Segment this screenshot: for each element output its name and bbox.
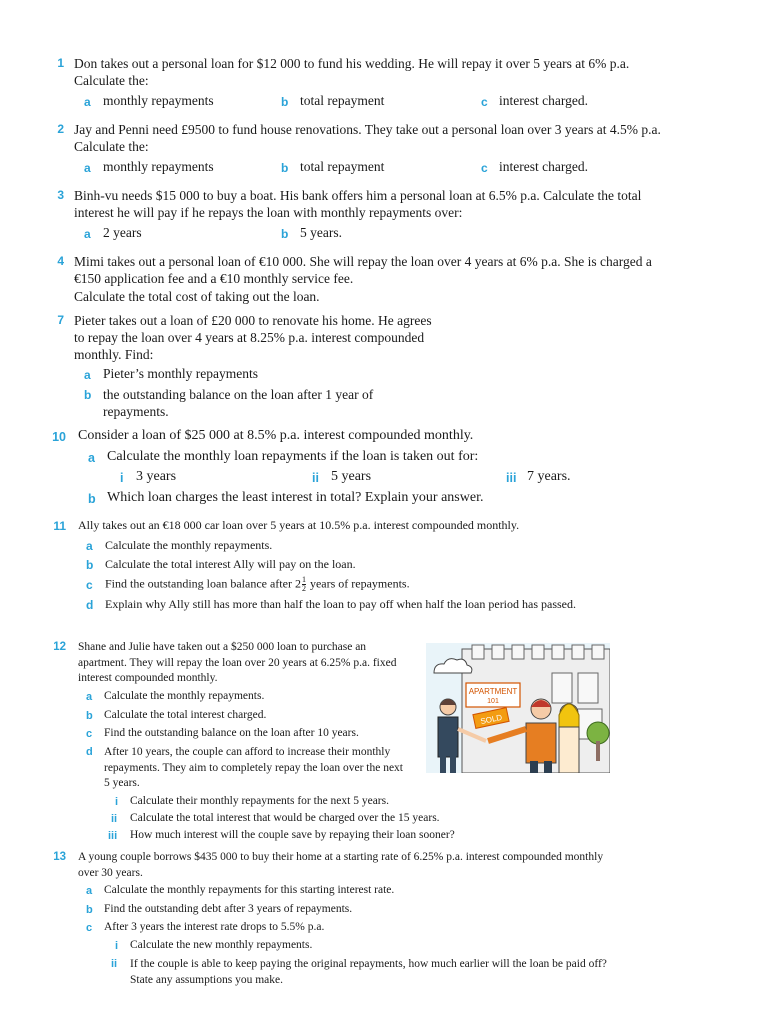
question-text: Pieter takes out a loan of £20 000 to renovate his home. He agrees to repay the loan over 4 years at 8.25% p.a. interest compounded monthly. Find: (74, 313, 432, 362)
part-text: 5 years. (300, 225, 342, 240)
question-text: Shane and Julie have taken out a $250 000 loan to purchase an apartment. They will repay the loan over 20 years at 6.25% p.a. fixed interest compounded monthly. (78, 641, 397, 684)
part-label: c (481, 161, 488, 175)
question-text: Ally takes out an €18 000 car loan over 5 years at 10.5% p.a. interest compounded monthly. (78, 518, 520, 532)
sign-apartment-text: APARTMENT (468, 687, 518, 696)
fraction-denominator: 2 (301, 584, 306, 593)
subpart-label: iii (108, 830, 118, 842)
subpart-label: i (115, 940, 119, 952)
part-label: b (281, 161, 289, 175)
part-text: Calculate the total interest charged. (104, 709, 267, 721)
part-text-start: Find the outstanding loan balance after 2 (105, 576, 301, 591)
part-label: a (88, 451, 95, 465)
subpart-text: 5 years (331, 469, 372, 484)
question-text: Consider a loan of $25 000 at 8.5% p.a. interest compounded monthly. (78, 428, 474, 443)
part-label: a (86, 691, 93, 703)
subpart-label: i (120, 471, 124, 485)
part-label: d (86, 598, 94, 612)
subpart-text: Calculate the new monthly repayments. (130, 939, 313, 951)
part-text: Calculate the monthly loan repayments if the loan is taken out for: (107, 449, 479, 464)
question-text: Don takes out a personal loan for $12 000 to fund his wedding. He will repay it over 5 years at 6% p.a. Calculate the: (74, 56, 630, 88)
part-label: b (86, 710, 93, 722)
part-label: b (86, 904, 93, 916)
part-label: a (84, 368, 91, 382)
subpart-text: If the couple is able to keep paying the original repayments, how much earlier will the loan be paid off? State any assumptions you make. (130, 958, 607, 986)
subpart-text: Calculate their monthly repayments for the next 5 years. (130, 795, 389, 807)
subpart-text: Calculate the total interest that would be charged over the 15 years. (130, 812, 440, 824)
part-label: a (86, 539, 93, 553)
fraction-numerator: 1 (301, 575, 306, 584)
part-label: a (84, 227, 91, 241)
subpart-text: 7 years. (527, 469, 571, 484)
question-number: 2 (57, 122, 64, 136)
subpart-label: i (115, 796, 119, 808)
part-label: b (281, 227, 289, 241)
question-number: 12 (53, 641, 66, 653)
question-text: A young couple borrows $435 000 to buy their home at a starting rate of 6.25% p.a. interest compounded monthly over 30 years. (78, 851, 604, 879)
part-text: interest charged. (499, 93, 588, 108)
subpart-text: 3 years (136, 469, 177, 484)
part-text: monthly repayments (103, 93, 214, 108)
question-text-continued: Calculate the total cost of taking out the loan. (74, 289, 320, 304)
part-text: Calculate the total interest Ally will pay on the loan. (105, 557, 356, 571)
question-number: 11 (53, 519, 66, 533)
subpart-label: ii (312, 471, 319, 485)
subpart-label: ii (111, 958, 118, 970)
part-label: b (86, 558, 94, 572)
part-text: the outstanding balance on the loan after 1 year of repayments. (103, 387, 374, 419)
part-label: b (281, 95, 289, 109)
part-label: d (86, 746, 93, 758)
part-text: total repayment (300, 93, 385, 108)
question-number: 4 (57, 254, 64, 268)
subpart-label: ii (111, 813, 118, 825)
question-text: Jay and Penni need £9500 to fund house renovations. They take out a personal loan over 3 years at 4.5% p.a. Calculate the: (74, 122, 661, 154)
part-label: a (86, 885, 93, 897)
part-text: monthly repayments (103, 159, 214, 174)
part-text: Pieter’s monthly repayments (103, 366, 258, 381)
part-text: Calculate the monthly repayments. (105, 538, 273, 552)
subpart-label: iii (506, 471, 517, 485)
part-label: c (86, 578, 93, 592)
part-text: interest charged. (499, 159, 588, 174)
part-text: After 10 years, the couple can afford to increase their monthly repayments. They aim to completely repay the loan over the next 5 years. (104, 746, 404, 789)
part-label: c (86, 922, 93, 934)
part-label: c (86, 728, 93, 740)
part-text: total repayment (300, 159, 385, 174)
part-label: b (84, 388, 92, 402)
part-text (105, 576, 410, 593)
question-number: 10 (52, 430, 66, 444)
part-text: Find the outstanding balance on the loan after 10 years. (104, 727, 359, 739)
part-label: a (84, 161, 91, 175)
part-label: b (88, 492, 96, 506)
question-text: Mimi takes out a personal loan of €10 000. She will repay the loan over 4 years at 6% p.a. She is charged a €150 application fee and a €10 monthly service fee. (74, 254, 652, 286)
part-text: Which loan charges the least interest in total? Explain your answer. (107, 490, 484, 505)
question-number: 13 (53, 851, 66, 863)
fraction (302, 576, 306, 593)
part-text-end: years of repayments. (306, 576, 410, 591)
part-text: 2 years (103, 225, 142, 240)
part-label: a (84, 95, 91, 109)
subpart-text: How much interest will the couple save by repaying their loan sooner? (130, 829, 455, 841)
sign-number-text: 101 (487, 698, 499, 705)
question-text: Binh-vu needs $15 000 to buy a boat. His bank offers him a personal loan at 6.5% p.a. Calculate the total interest he will pay if he repays the loan with monthly repayments over: (74, 188, 642, 220)
part-text: Explain why Ally still has more than half the loan to pay off when half the loan period has passed. (105, 597, 577, 611)
part-text: Calculate the monthly repayments. (104, 690, 265, 702)
part-text: Find the outstanding debt after 3 years of repayments. (104, 903, 353, 915)
part-text: After 3 years the interest rate drops to 5.5% p.a. (104, 921, 325, 933)
part-text: Calculate the monthly repayments for this starting interest rate. (104, 884, 395, 896)
question-number: 1 (57, 56, 64, 70)
part-label: c (481, 95, 488, 109)
sign-sold-text: SOLD (479, 712, 503, 727)
question-number: 7 (57, 313, 64, 327)
couple-apartment-illustration (426, 643, 610, 773)
question-number: 3 (57, 188, 64, 202)
